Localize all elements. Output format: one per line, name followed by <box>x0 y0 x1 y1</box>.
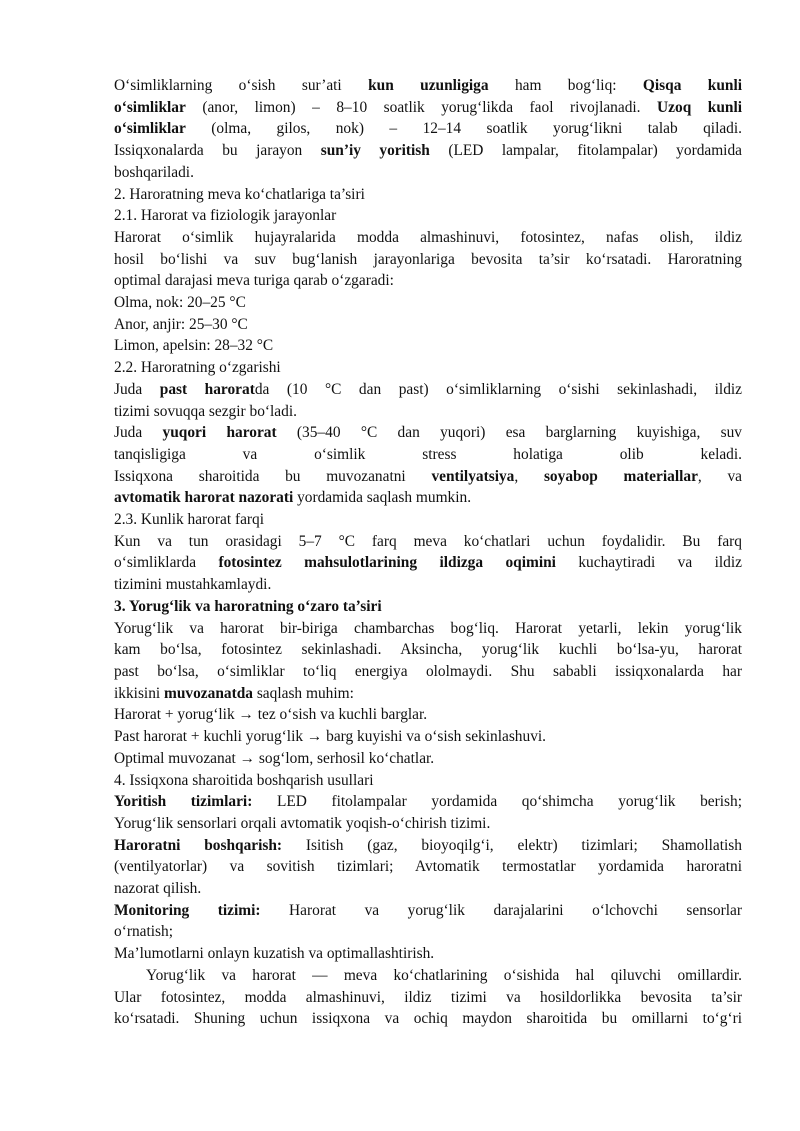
text-line: tizimini mustahkamlaydi. <box>114 576 272 594</box>
text-line: tanqisligiga va o‘simlik stress holatiga olib keladi. <box>114 445 742 463</box>
document-page <box>114 75 742 1030</box>
text-line: Haroratni boshqarish: Isitish (gaz, bioyoqilg‘i, elektr) tizimlari; Shamollatish <box>114 836 742 854</box>
text-line: nazorat qilish. <box>114 880 202 898</box>
text-line: ko‘rsatadi. Shuning uchun issiqxona va ochiq maydon sharoitida bu omillarni to‘g‘ri <box>114 1010 742 1028</box>
text-line: o‘simliklar (olma, gilos, nok) – 12–14 soatlik yorug‘likni talab qiladi. <box>114 120 742 138</box>
text-line: past bo‘lsa, o‘simliklar to‘liq energiya ololmaydi. Shu sababli issiqxonalarda har <box>114 662 742 680</box>
text-line: hosil bo‘lishi va suv bug‘lanish jarayonlariga bevosita ta’sir ko‘rsatadi. Haroratning <box>114 250 742 268</box>
list-item: Past harorat + kuchli yorug‘lik → barg kuyishi va o‘sish sekinlashuvi. <box>114 728 547 746</box>
text-line: O‘simliklarning o‘sish sur’ati kun uzunligiga ham bog‘liq: Qisqa kunli <box>114 77 743 94</box>
text-line: (ventilyatorlar) va sovitish tizimlari; Avtomatik termostatlar yordamida haroratni <box>114 858 742 876</box>
text-line: avtomatik harorat nazorati yordamida saqlash mumkin. <box>114 489 472 507</box>
text-line: optimal darajasi meva turiga qarab o‘zgaradi: <box>114 272 394 290</box>
text-line: Yorug‘lik va harorat bir-biriga chambarchas bog‘liq. Harorat yetarli, lekin yorug‘lik <box>114 619 742 637</box>
text-line: Monitoring tizimi: Harorat va yorug‘lik darajalarini o‘lchovchi sensorlar <box>114 901 742 919</box>
text-line: Yorug‘lik sensorlari orqali avtomatik yoqish-o‘chirish tizimi. <box>114 814 491 832</box>
subsection-heading: 2.1. Harorat va fiziologik jarayonlar <box>114 207 337 225</box>
text-line: o‘simliklarda fotosintez mahsulotlarining ildizga oqimini kuchaytiradi va ildiz <box>114 554 742 572</box>
list-item: Limon, apelsin: 28–32 °C <box>114 337 274 355</box>
text-line: tizimi sovuqqa sezgir bo‘ladi. <box>114 402 297 420</box>
section-heading: 3. Yorug‘lik va haroratning o‘zaro ta’siri <box>114 597 382 615</box>
text-line: Issiqxona sharoitida bu muvozanatni ventilyatsiya, soyabop materiallar, va <box>114 467 742 485</box>
text-line: Yorug‘lik va harorat — meva ko‘chatlarining o‘sishida hal qiluvchi omillardir. <box>146 966 742 984</box>
subsection-heading: 2.3. Kunlik harorat farqi <box>114 511 265 529</box>
text-line: Harorat o‘simlik hujayralarida modda almashinuvi, fotosintez, nafas olish, ildiz <box>114 228 742 246</box>
text-line: o‘simliklar (anor, limon) – 8–10 soatlik yorug‘likda faol rivojlanadi. Uzoq kunli <box>114 98 743 116</box>
text-line: Juda past haroratda (10 °C dan past) o‘simliklarning o‘sishi sekinlashadi, ildiz <box>114 380 743 398</box>
text-line: kam bo‘lsa, fotosintez sekinlashadi. Aksincha, yorug‘lik kuchli bo‘lsa-yu, harorat <box>114 641 742 659</box>
list-item: Harorat + yorug‘lik → tez o‘sish va kuchli barglar. <box>114 706 428 724</box>
text-line: Ma’lumotlarni onlayn kuzatish va optimallashtirish. <box>114 945 435 963</box>
list-item: Anor, anjir: 25–30 °C <box>114 315 248 333</box>
text-line: Kun va tun orasidagi 5–7 °C farq meva ko‘chatlari uchun foydalidir. Bu farq <box>114 532 742 550</box>
text-line: boshqariladi. <box>114 163 194 181</box>
text-line: Ular fotosintez, modda almashinuvi, ildiz tizimi va hosildorlikka bevosita ta’sir <box>114 988 742 1006</box>
section-heading: 2. Haroratning meva ko‘chatlariga ta’siri <box>114 185 365 203</box>
text-line: Yoritish tizimlari: LED fitolampalar yordamida qo‘shimcha yorug‘lik berish; <box>114 793 742 811</box>
text-line: o‘rnatish; <box>114 923 173 941</box>
section-heading: 4. Issiqxona sharoitida boshqarish usullari <box>114 771 374 789</box>
text-line: Issiqxonalarda bu jarayon sun’iy yoritish (LED lampalar, fitolampalar) yordamida <box>114 142 742 160</box>
list-item: Optimal muvozanat → sog‘lom, serhosil ko‘chatlar. <box>114 749 435 767</box>
list-item: Olma, nok: 20–25 °C <box>114 294 246 312</box>
text-line: ikkisini muvozanatda saqlash muhim: <box>114 684 354 702</box>
subsection-heading: 2.2. Haroratning o‘zgarishi <box>114 359 281 377</box>
text-line: Juda yuqori harorat (35–40 °C dan yuqori) esa barglarning kuyishiga, suv <box>114 424 742 442</box>
